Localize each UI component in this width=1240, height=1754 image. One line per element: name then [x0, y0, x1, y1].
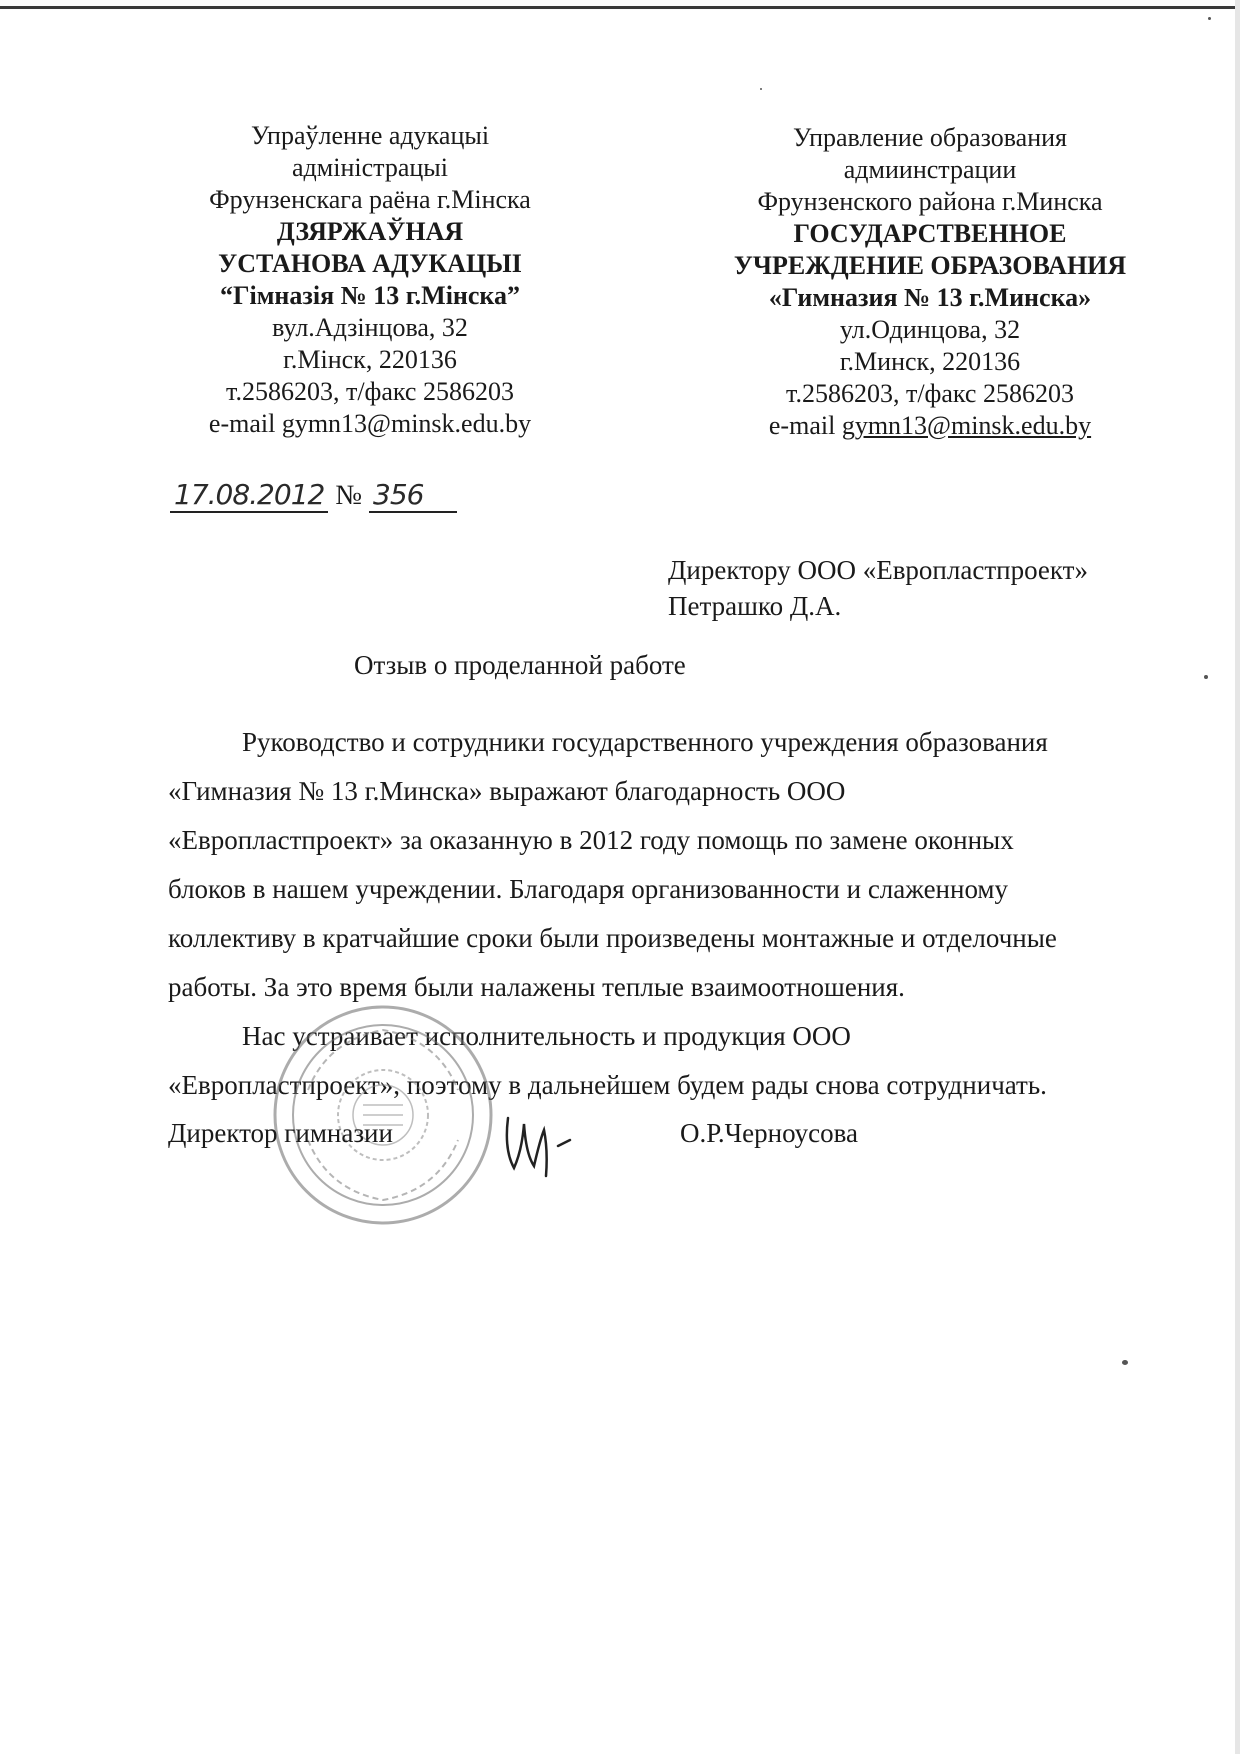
handwritten-signature	[500, 1110, 590, 1180]
header-ru-line-2: адмиинстрации	[843, 155, 1017, 184]
reference-line	[170, 478, 457, 513]
header-ru-line-4: ГОСУДАРСТВЕННОЕ	[793, 219, 1067, 248]
header-ru-email-label: e-mail	[768, 411, 836, 440]
header-by-line-7: вул.Адзінцова, 32	[272, 313, 468, 342]
body-line-8: «Европластпроект», поэтому в дальнейшем будем рады снова сотрудничать.	[168, 1070, 1047, 1100]
scan-speck	[1208, 17, 1211, 20]
scan-speck	[1204, 675, 1208, 679]
header-by-line-6: “Гімназія № 13 г.Мінска”	[219, 281, 521, 310]
body-line-7: Нас устраивает исполнительность и продукция ООО	[242, 1021, 851, 1051]
body-line-1: Руководство и сотрудники государственного учреждения образования	[242, 727, 1048, 757]
header-ru-line-3: Фрунзенского района г.Минска	[757, 187, 1103, 216]
header-by-line-10: e-mail gymn13@minsk.edu.by	[208, 409, 532, 438]
body-line-4: блоков в нашем учреждении. Благодаря организованности и слаженному	[168, 874, 1009, 904]
header-by-line-8: г.Мінск, 220136	[283, 345, 457, 374]
body-line-6: работы. За это время были налажены теплые взаимоотношения.	[168, 972, 905, 1002]
header-by-line-4: ДЗЯРЖАЎНАЯ	[276, 217, 464, 246]
body-line-2: «Гимназия № 13 г.Минска» выражают благодарность ООО	[168, 776, 846, 806]
header-by-line-1: Упраўленне адукацыі	[250, 121, 490, 150]
addressee-position: Директору ООО «Европластпроект»	[668, 555, 1088, 585]
scan-speck	[760, 88, 762, 90]
scan-speck	[1122, 1360, 1128, 1365]
round-seal-stamp	[268, 1000, 498, 1230]
header-ru-line-8: г.Минск, 220136	[839, 347, 1021, 376]
header-by-line-2: адміністрацыі	[292, 153, 448, 182]
header-russian	[700, 122, 1160, 442]
header-ru-line-5: УЧРЕЖДЕНИЕ ОБРАЗОВАНИЯ	[733, 251, 1127, 280]
header-ru-line-7: ул.Одинцова, 32	[839, 315, 1021, 344]
header-ru-line-9: т.2586203, т/факс 2586203	[786, 379, 1074, 408]
scan-right-edge	[1235, 0, 1240, 1754]
header-by-line-3: Фрунзенскага раёна г.Мінска	[209, 185, 531, 214]
signatory-title: Директор гимназии	[168, 1118, 393, 1148]
header-by-line-5: УСТАНОВА АДУКАЦЫІ	[218, 249, 522, 278]
reference-number-sign: №	[335, 480, 363, 511]
header-ru-line-1: Управление образования	[792, 123, 1068, 152]
body-line-3: «Европластпроект» за оказанную в 2012 году помощь по замене оконных	[168, 825, 1014, 855]
reference-number: 356	[369, 478, 457, 513]
document-title: Отзыв о проделанной работе	[354, 650, 686, 680]
header-ru-email-link[interactable]: gymn13@minsk.edu.by	[841, 411, 1092, 440]
signatory-name: О.Р.Черноусова	[680, 1118, 858, 1148]
reference-date: 17.08.2012	[170, 478, 328, 513]
header-ru-line-6: «Гимназия № 13 г.Минска»	[768, 283, 1092, 312]
header-belarusian	[150, 120, 590, 440]
addressee	[668, 552, 1088, 624]
addressee-name: Петрашко Д.А.	[668, 591, 842, 621]
header-ru-email-line	[700, 410, 1160, 442]
scan-top-edge	[0, 6, 1240, 9]
body-line-5: коллективу в кратчайшие сроки были произведены монтажные и отделочные	[168, 923, 1057, 953]
header-by-line-9: т.2586203, т/факс 2586203	[226, 377, 514, 406]
